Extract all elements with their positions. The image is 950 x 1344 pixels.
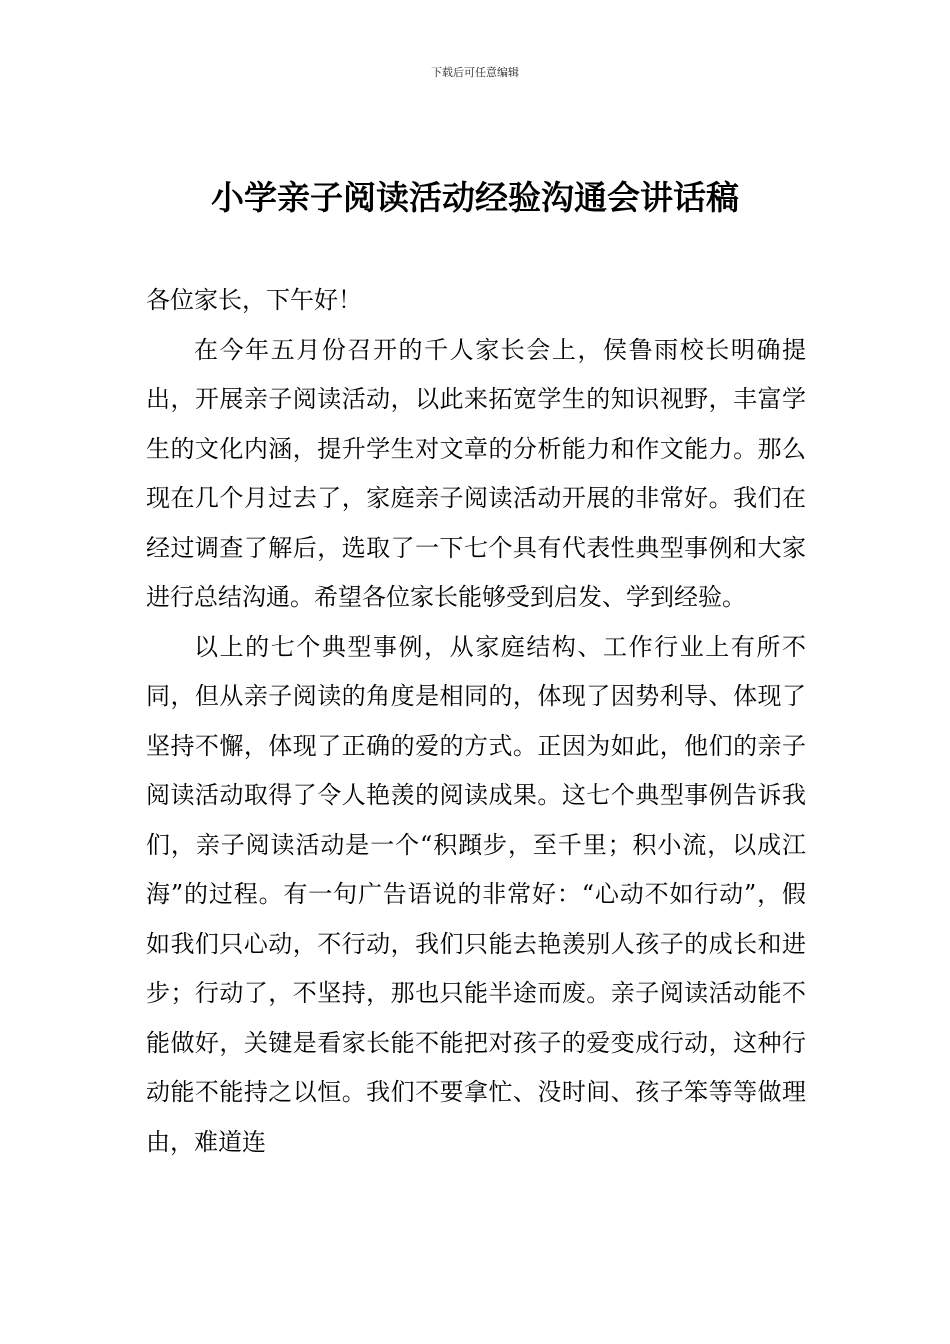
paragraph-2: 以上的七个典型事例，从家庭结构、工作行业上有所不同，但从亲子阅读的角度是相同的，体现了因势利导、体现了坚持不懈，体现了正确的爱的方式。正因为如此，他们的亲子阅读活动取得了令人艳羡的阅读成果。这七个典型事例告诉我们，亲子阅读活动是一个“积蹞步，至千里；积小流，以成江海”的过程。有一句广告语说的非常好：“心动不如行动”，假如我们只心动，不行动，我们只能去艳羡别人孩子的成长和进步；行动了，不坚持，那也只能半途而废。亲子阅读活动能不能做好，关键是看家长能不能把对孩子的爱变成行动，这种行动能不能持之以恒。我们不要拿忙、没时间、孩子笨等等做理由，难道连 — [146, 632, 806, 1156]
paragraph-1: 在今年五月份召开的千人家长会上，侯鲁雨校长明确提出，开展亲子阅读活动，以此来拓宽学生的知识视野，丰富学生的文化内涵，提升学生对文章的分析能力和作文能力。那么现在几个月过去了，家庭亲子阅读活动开展的非常好。我们在经过调查了解后，选取了一下七个具有代表性典型事例和大家进行总结沟通。希望各位家长能够受到启发、学到经验。 — [146, 335, 806, 611]
header-note: 下载后可任意编辑 — [431, 66, 519, 79]
greeting-line: 各位家长，下午好！ — [146, 286, 362, 314]
document-title: 小学亲子阅读活动经验沟通会讲话稿 — [211, 178, 739, 217]
document-body — [146, 276, 806, 1167]
